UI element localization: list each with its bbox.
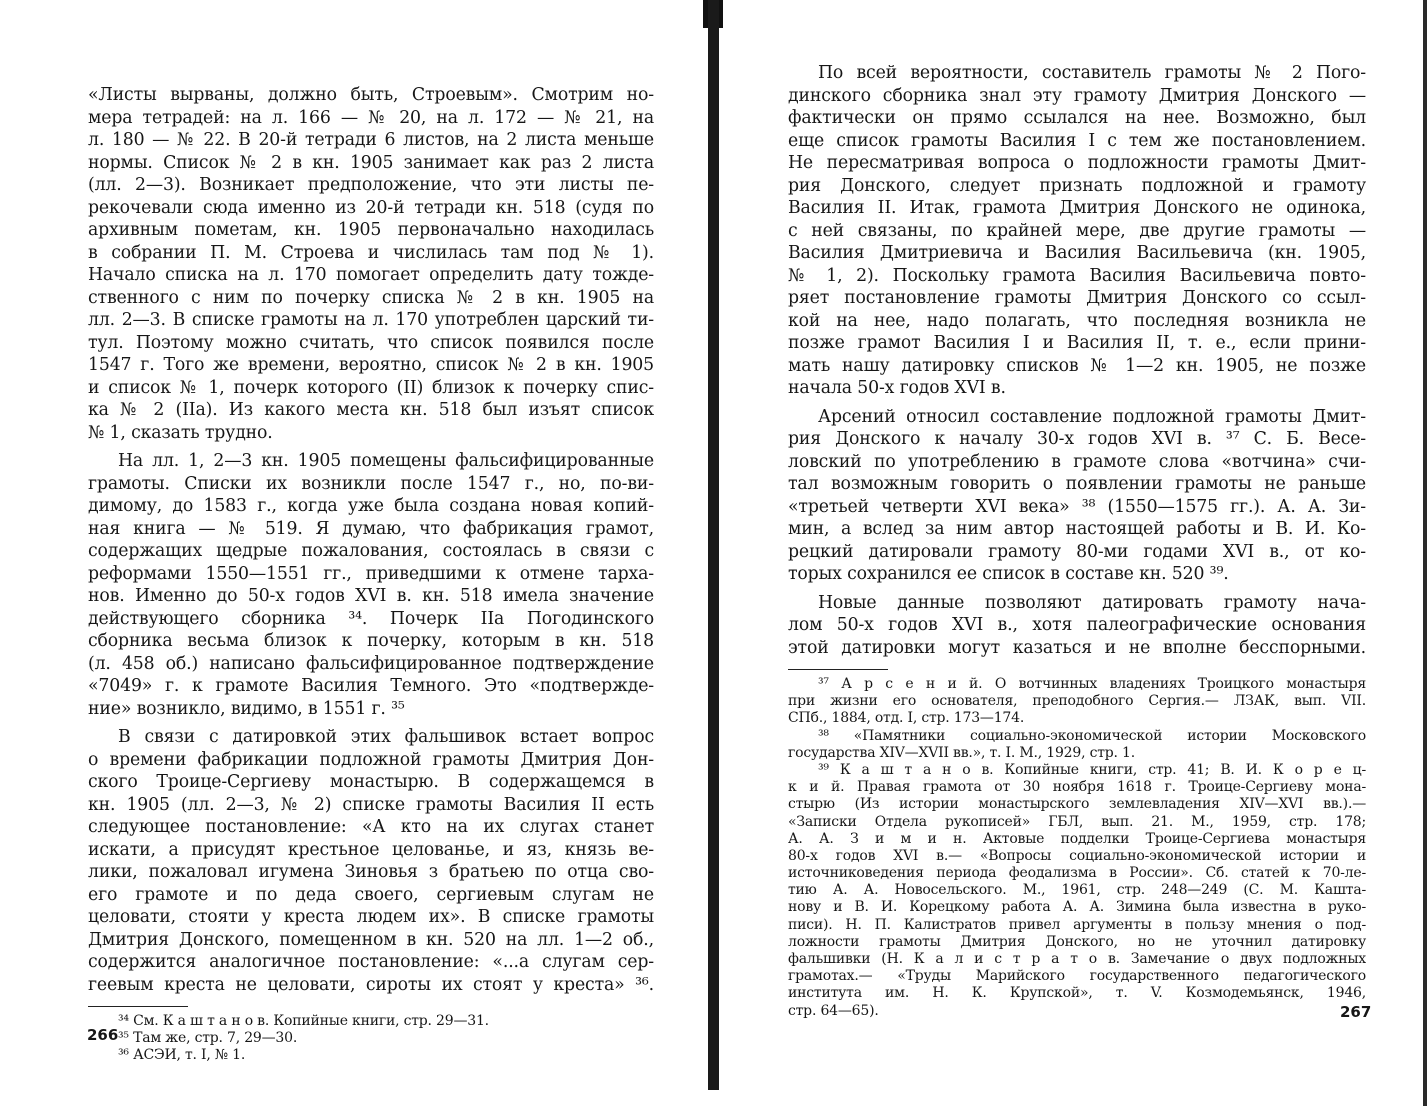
text-line: Начало списка на л. 170 помогает определить дату тожде- (88, 265, 654, 285)
text-line: № 1, сказать трудно. (88, 422, 273, 443)
text-line: (л. 458 об.) написано фальсифицированное подтверждение (88, 653, 654, 674)
footnote-line: нову и В. И. Корецкому работа А. А. Зимина была известна в руко- (788, 899, 1366, 916)
text-line: лики, пожаловал игумена Зиновья з братьею по отца сво- (88, 862, 654, 882)
text-line: ние» возникло, видимо, в 1551 г. ³⁵ (88, 698, 405, 719)
text-line: динского сборника знал эту грамоту Дмитрия Донского — (788, 85, 1366, 106)
text-line: рецкий датировали грамоту 80-ми годами XVI в., от ко- (788, 541, 1366, 562)
text-line: л. 180 — № 22. В 20-й тетради 6 листов, на 2 листа меньше (88, 130, 654, 150)
right-page-text (788, 62, 1366, 1020)
text-line: димому, до 1583 г., когда уже была создана новая копий- (88, 496, 654, 516)
text-line: На лл. 1, 2—3 кн. 1905 помещены фальсифицированные (118, 451, 654, 471)
footnote-line: ³⁹ К а ш т а н о в. Копийные книги, стр. 41; В. И. К о р е ц- (818, 761, 1366, 778)
footnote-line: ложности грамоты Дмитрия Донского, но не уточнил датировку (788, 933, 1366, 950)
text-line: Дмитрия Донского, помещенном в кн. 520 на лл. 1—2 об., (88, 929, 654, 950)
page-number: 266 (87, 1026, 119, 1044)
text-line: грамоты. Списки их возникли после 1547 г., но, по-ви- (88, 473, 654, 494)
left-page-text (88, 84, 654, 1065)
text-line: лл. 2—3. В списке грамоты на л. 170 употреблен царский ти- (88, 310, 654, 330)
text-line: кой на нее, надо полагать, что последняя возникла не (788, 310, 1366, 331)
text-line: ского Троице-Сергиеву монастырю. В содержащемся в (88, 772, 654, 792)
text-line: архивным пометам, кн. 1905 первоначально находилась (88, 220, 654, 240)
footnote-line: стырю (Из истории монастырского землевладения XIV—XVI вв.).— (788, 796, 1366, 813)
text-line: начала 50-х годов XVI в. (788, 378, 1006, 398)
text-line: «третьей четверти XVI века» ³⁸ (1550—1575 гг.). А. А. Зи- (788, 496, 1366, 517)
right-page (716, 0, 1427, 1106)
footnote-line: государства XIV—XVII вв.», т. I. М., 1929, стр. 1. (788, 744, 1136, 761)
text-line: В связи с датировкой этих фальшивок встает вопрос (118, 727, 654, 747)
text-line: «7049» г. к грамоте Василия Темного. Это «подтвержде- (88, 676, 654, 696)
text-line: рия Донского к началу 30-х годов XVI в. ³⁷ С. Б. Весе- (788, 429, 1366, 449)
text-line: действующего сборника ³⁴. Почерк IIа Погодинского (88, 608, 654, 629)
text-line: содержится аналогичное постановление: «...а слугам сер- (88, 952, 654, 972)
text-line: лом 50-х годов XVI в., хотя палеографические основания (788, 615, 1366, 635)
footnote-line: писи). Н. П. Калистратов привел аргументы в пользу мнения о под- (788, 916, 1366, 933)
footnote-line: грамотах.— «Труды Марийского государственного педагогического (788, 968, 1366, 985)
text-line: Арсений относил составление подложной грамоты Дмит- (818, 406, 1366, 427)
footnote-line: ³⁵ Там же, стр. 7, 29—30. (118, 1030, 298, 1047)
text-line: «Листы вырваны, должно быть, Строевым». Смотрим но- (88, 85, 654, 105)
text-line: ка № 2 (IIа). Из какого места кн. 518 был изъят список (88, 400, 654, 420)
page-number: 267 (1340, 1003, 1372, 1021)
footnote-line: «Записки Отдела рукописей» ГБЛ, вып. 21. М., 1959, стр. 178; (788, 813, 1366, 830)
text-line: Новые данные позволяют датировать грамоту нача- (818, 592, 1366, 613)
text-line: кн. 1905 (лл. 2—3, № 2) списке грамоты Василия II есть (88, 794, 654, 815)
text-line: ная книга — № 519. Я думаю, что фабрикация грамот, (88, 518, 654, 539)
text-line: ряет постановление грамоты Дмитрия Донского со ссыл- (788, 288, 1366, 308)
text-line: реформами 1550—1551 гг., приведшими к отмене тарха- (88, 563, 654, 584)
text-line: тал возможным говорить о появлении грамоты не раньше (788, 474, 1366, 494)
text-line: искати, а присудят крестьное целованье, и яз, князь ве- (88, 839, 654, 860)
text-line: о времени фабрикации подложной грамоты Дмитрия Дон- (88, 749, 654, 770)
text-line: мин, а вслед за ним автор настоящей работы и В. И. Ко- (788, 519, 1366, 539)
text-line: следующее постановление: «А кто на их слугах станет (88, 817, 654, 837)
text-line: его грамоте и по деда своего, сергиевым слугам не (88, 884, 654, 905)
text-line: нов. Именно до 50-х годов XVI в. кн. 518 имела значение (88, 586, 654, 606)
footnote-line: института им. Н. К. Крупской», т. V. Козмодемьянск, 1946, (788, 985, 1366, 1002)
footnote-line: ³⁶ АСЭИ, т. I, № 1. (118, 1047, 246, 1064)
text-line: рия Донского, следует признать подложной и грамоту (788, 175, 1366, 196)
text-line: в собрании П. М. Строева и числилась там под № 1). (88, 242, 654, 263)
text-line: нормы. Список № 2 в кн. 1905 занимает как раз 2 листа (88, 152, 654, 173)
text-line: рекочевали сюда именно из 20-й тетради кн. 518 (судя по (88, 197, 654, 218)
text-line: торых сохранился ее список в составе кн. 520 ³⁹. (788, 564, 1229, 584)
footnote-rule (788, 669, 888, 670)
footnote-line: ³⁷ А р с е н и й. О вотчинных владениях Троицкого монастыря (818, 676, 1366, 692)
footnote-line: ³⁸ «Памятники социально-экономической истории Московского (818, 727, 1366, 744)
text-line: геевым креста не целовати, сироты их стоят у креста» ³⁶. (88, 974, 654, 995)
text-line: По всей вероятности, составитель грамоты № 2 Пого- (818, 63, 1366, 83)
right-body-text (788, 62, 1366, 659)
text-line: мера тетрадей: на л. 166 — № 20, на л. 172 — № 21, на (88, 107, 654, 128)
footnote-line: 80-х годов XVI в.— «Вопросы социально-экономической истории и (788, 847, 1366, 864)
text-line: целовати, стояти у креста людем их». В списке грамоты (88, 907, 654, 927)
text-line: мать нашу датировку списков № 1—2 кн. 1905, не позже (788, 355, 1366, 376)
text-line: 1547 г. Того же времени, вероятно, список № 2 в кн. 1905 (88, 355, 654, 375)
footnote-line: тию А. А. Новосельского. М., 1961, стр. 248—249 (С. М. Кашта- (788, 882, 1366, 899)
text-line: Василия Дмитриевича и Василия Васильевича (кн. 1905, (788, 243, 1366, 263)
left-page (0, 0, 712, 1106)
footnote-line: к и й. Правая грамота от 30 ноября 1618 г. Троице-Сергиеву мона- (788, 779, 1366, 796)
text-line: фактически он прямо ссылался на нее. Возможно, был (788, 108, 1366, 128)
footnote-line: фальшивки (Н. К а л и с т р а т о в. Замечание о двух подложных (788, 951, 1366, 967)
text-line: Не пересматривая вопроса о подложности грамоты Дмит- (788, 153, 1366, 173)
text-line: тул. Поэтому можно считать, что список появился после (88, 332, 654, 353)
footnote-line: ³⁴ См. К а ш т а н о в. Копийные книги, стр. 29—31. (118, 1013, 489, 1029)
text-line: еще список грамоты Василия I с тем же постановлением. (788, 130, 1366, 151)
text-line: и список № 1, почерк которого (II) близок к почерку спис- (88, 377, 654, 398)
text-line: (лл. 2—3). Возникает предположение, что эти листы пе- (88, 175, 654, 195)
text-line: ловский по употреблению в грамоте слова «вотчина» счи- (788, 451, 1366, 472)
footnote-line: при жизни его основателя, преподобного Сергия.— ЛЗАК, вып. VII. (788, 693, 1366, 710)
left-body-text (88, 84, 654, 996)
footnote-line: источниковедения периода феодализма в России». Сб. статей к 70-ле- (788, 865, 1366, 882)
text-line: ственного с ним по почерку списка № 2 в кн. 1905 на (88, 287, 654, 308)
text-line: Василия II. Итак, грамота Дмитрия Донского не одинока, (788, 198, 1366, 218)
text-line: сборника весьма близок к почерку, которым в кн. 518 (88, 631, 654, 651)
right-footnotes (788, 676, 1366, 1020)
text-line: этой датировки могут казаться и не вполне бесспорными. (788, 637, 1366, 658)
footnote-line: стр. 64—65). (788, 1002, 879, 1019)
footnote-line: СПб., 1884, отд. I, стр. 173—174. (788, 710, 1025, 727)
text-line: содержащих щедрые пожалования, состоялась в связи с (88, 541, 654, 561)
left-footnotes (88, 1013, 654, 1065)
text-line: позже грамот Василия I и Василия II, т. е., если прини- (788, 333, 1366, 353)
text-line: с ней связаны, по крайней мере, две другие грамоты — (788, 220, 1366, 241)
text-line: № 1, 2). Поскольку грамота Василия Васильевича повто- (788, 265, 1366, 286)
footnote-line: А. А. З и м и н. Актовые подделки Троице-Сергиева монастыря (788, 830, 1366, 847)
footnote-rule (88, 1006, 188, 1007)
